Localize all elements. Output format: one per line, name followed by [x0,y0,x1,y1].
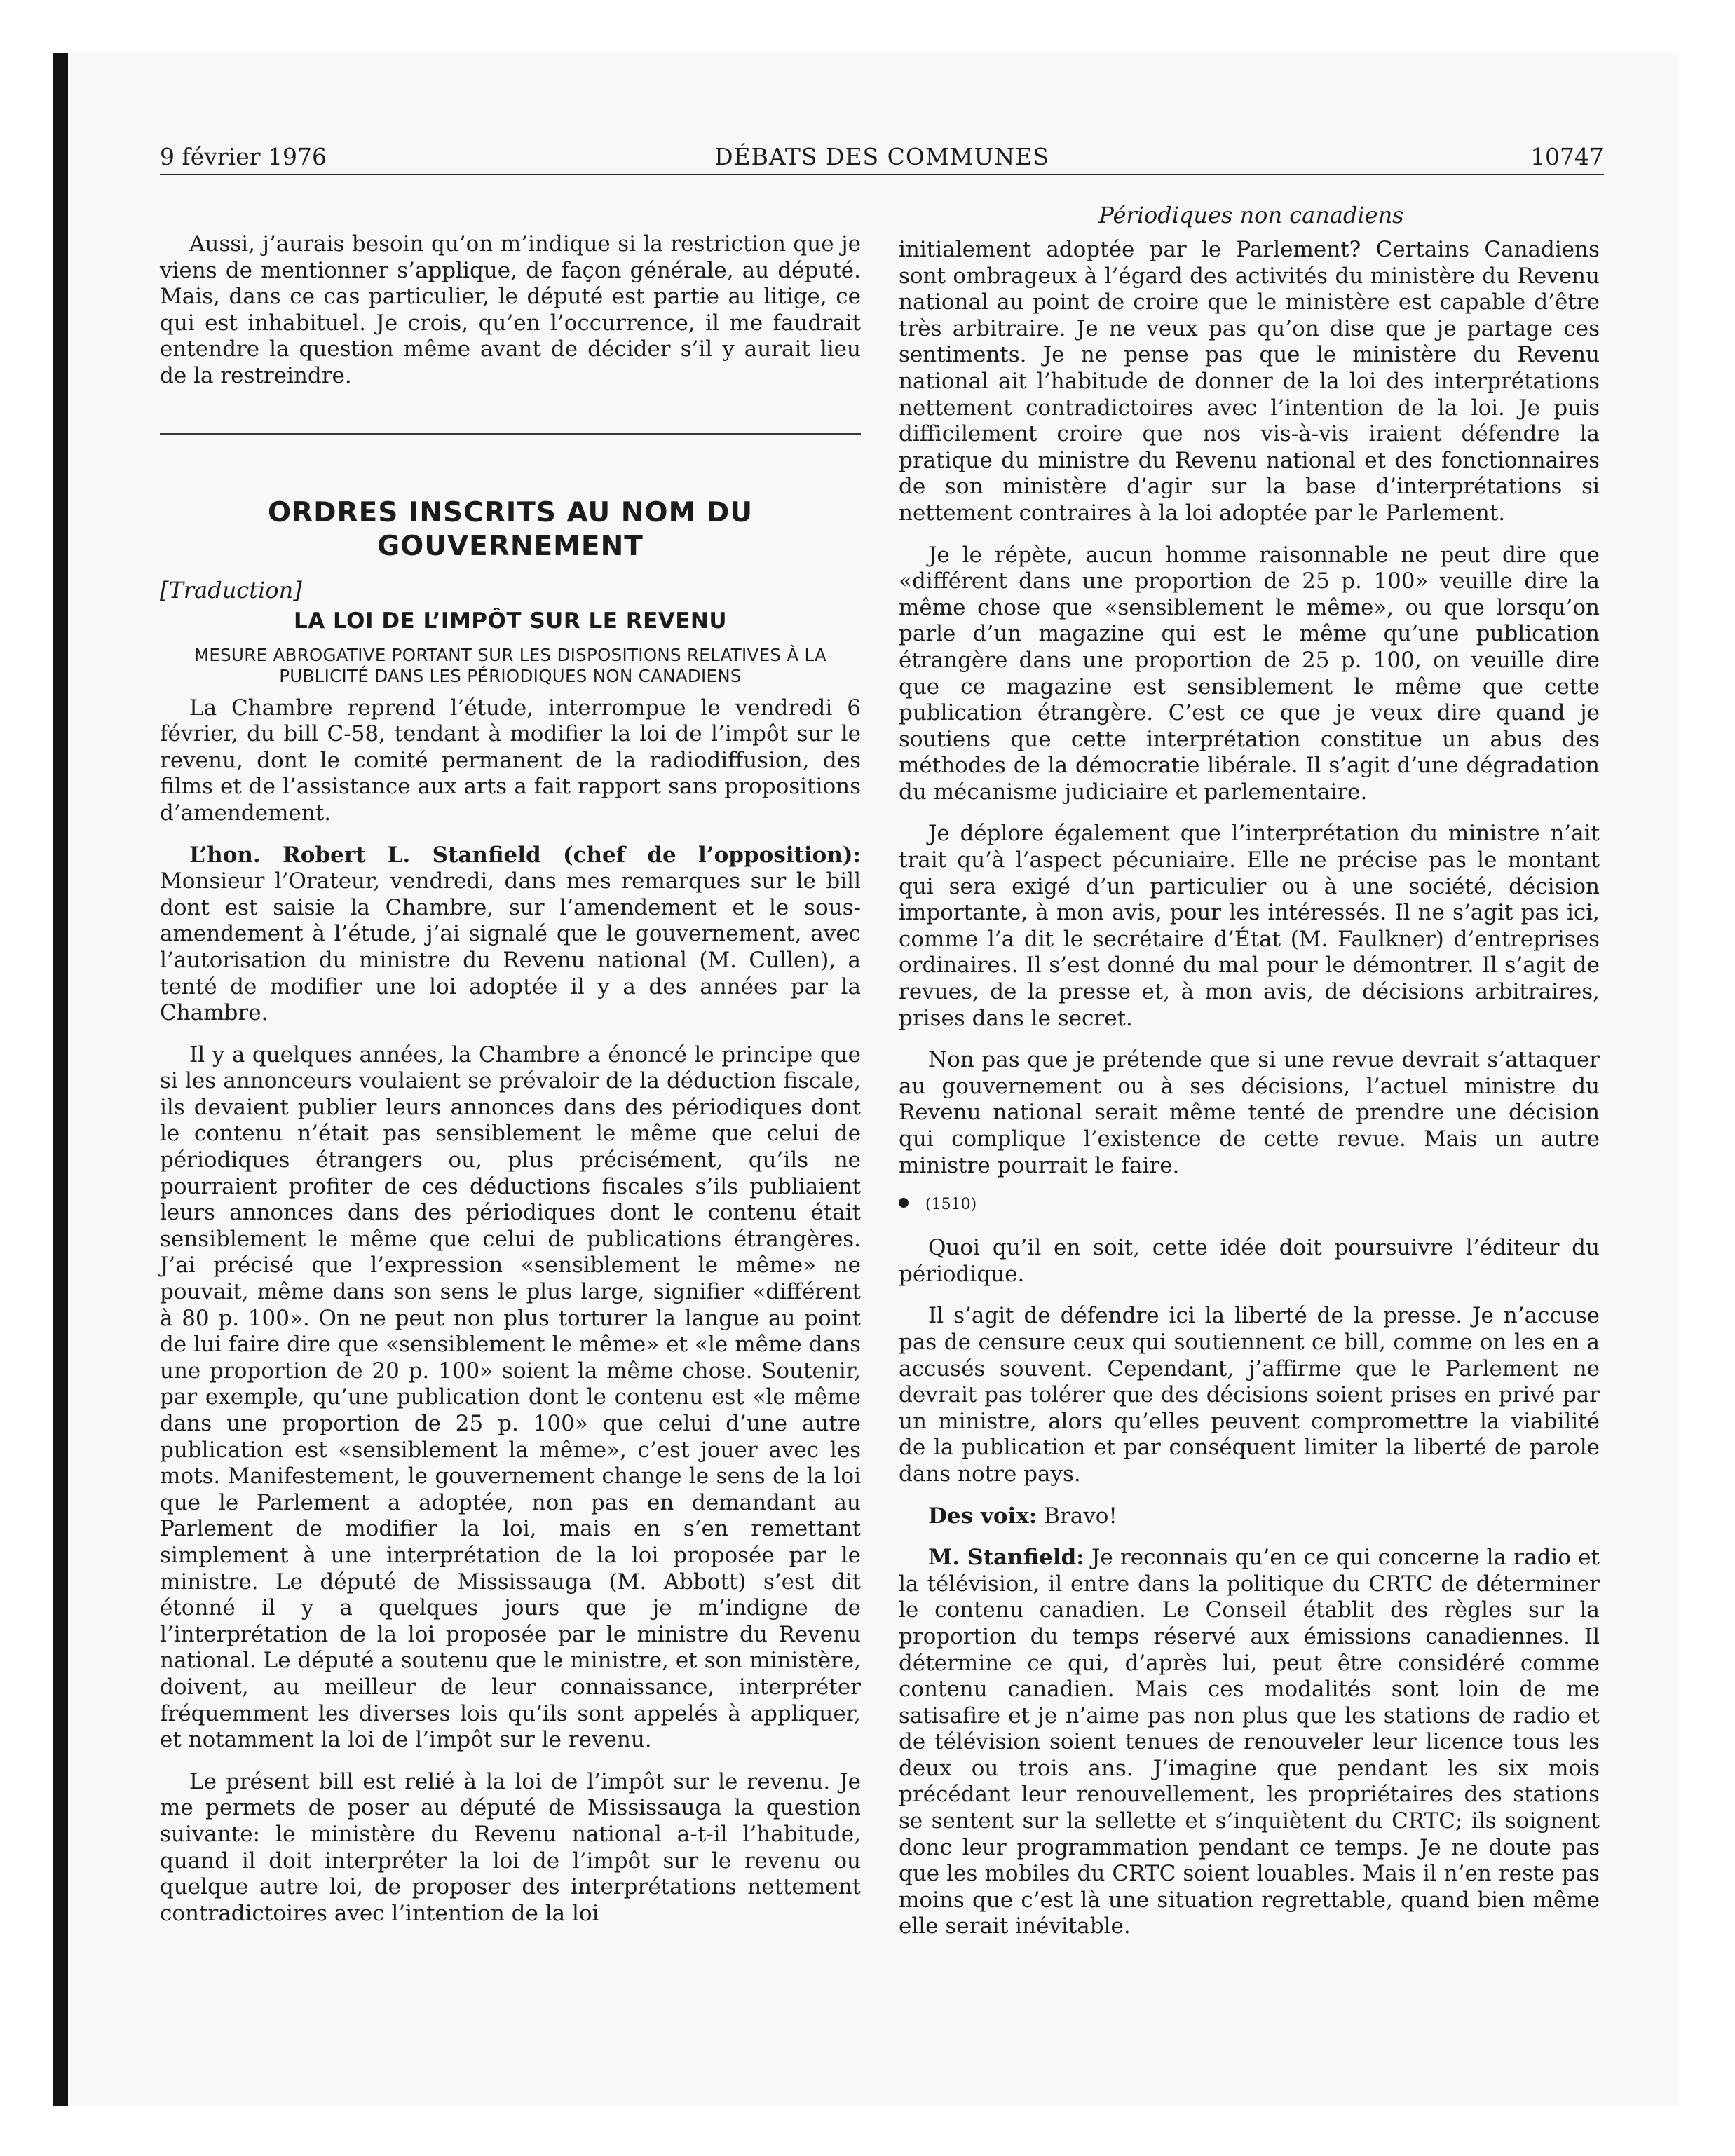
left-column [160,231,861,1927]
paragraph-quoi: Quoi qu’il en soit, cette idée doit poursuivre l’éditeur du périodique. [899,1235,1600,1287]
speaker-voices: Des voix: [928,1503,1037,1529]
section-separator [160,433,861,435]
paragraph-deplore: Je déplore également que l’interprétation du ministre n’ait trait qu’à l’aspect pécuniaire. Elle ne précise pas le montant qui sera exigé d’un particulier ou à une société, décision importante, à mon avis, pour les intéressés. Il ne s’agit pas ici, comme l’a dit le secrétaire d’État (M. Faulkner) d’entreprises ordinaires. Il s’est donné du mal pour le démontrer. Il s’agit de revues, de la presse et, à mon avis, de décisions arbitraires, prises dans le secret. [899,821,1600,1031]
paragraph-voices [899,1503,1600,1530]
scan-edge-shadow [53,53,68,2106]
paragraph-continuation: initialement adoptée par le Parlement? Certains Canadiens sont ombrageux à l’égard des activités du ministère du Revenu national au point de croire que le ministère est capable d’être très arbitraire. Je ne veux pas qu’on dise que je partage ces sentiments. Je ne pense pas que le ministère du Revenu national ait l’habitude de donner de la loi des interprétations nettement contradictoires avec l’intention de la loi. Je puis difficilement croire que nos vis-à-vis iraient défendre la pratique du ministre du Revenu national et des fonctionnaires de son ministère d’agir sur la base d’interprétations si nettement contraires à la loi adoptée par le Parlement. [899,237,1600,526]
paragraph-non-pas: Non pas que je prétende que si une revue devrait s’attaquer au gouvernement ou à ses décisions, l’actuel ministre du Revenu national serait même tenté de prendre une décision qui complique l’existence de cette revue. Mais un autre ministre pourrait le faire. [899,1047,1600,1178]
measure-title: MESURE ABROGATIVE PORTANT SUR LES DISPOSITIONS RELATIVES À LA PUBLICITÉ DANS LES PÉRIODIQUES NON CANADIENS [193,644,827,686]
paragraph-present-bill: Le présent bill est relié à la loi de l’impôt sur le revenu. Je me permets de poser au député de Mississauga la question suivante: le ministère du Revenu national a-t-il l’habitude, quand il doit interpréter la loi de l’impôt sur le revenu ou quelque autre loi, de proposer des interprétations nettement contradictoires avec l’intention de la loi [160,1768,861,1926]
paragraph-liberte: Il s’agit de défendre ici la liberté de la presse. Je n’accuse pas de censure ceux qui soutiennent ce bill, comme on les en a accusés souvent. Cependant, j’affirme que le Parlement ne devrait pas tolérer que des décisions soient prises en privé par un ministre, alors qu’elles peuvent compromettre la viabilité de la publication et par conséquent limiter la liberté de parole dans notre pays. [899,1303,1600,1487]
bullet-icon [899,1198,909,1208]
bill-title: LA LOI DE L’IMPÔT SUR LE REVENU [293,608,728,634]
paragraph-principe: Il y a quelques années, la Chambre a énoncé le principe que si les annonceurs voulaient se prévaloir de la déduction fiscale, ils devaient publier leurs annonces dans des périodiques dont le contenu n’était pas sensiblement le même que celui de périodiques étrangers ou, plus précisément, qu’ils ne pourraient profiter de ces déductions fiscales s’ils publiaient leurs annonces dans des périodiques dont le contenu était sensiblement le même que celui de publications étrangères. J’ai précisé que l’expression «sensiblement le même» ne pouvait, même dans son sens le plus large, signifier «différent à 80 p. 100». On ne peut non plus torturer la langue au point de lui faire dire que «sensiblement le même» et «le même dans une proportion de 20 p. 100» soient la même chose. Soutenir, par exemple, qu’une publication dont le contenu est «le même dans une proportion de 25 p. 100» que celui d’une autre publication est «sensiblement la même», c’est jouer avec les mots. Manifestement, le gouvernement change le sens de la loi que le Parlement a adoptée, non pas en demandant au Parlement de modifier la loi, mais en s’en remettant simplement à une interprétation de la loi proposée par le ministre. Le député de Mississauga (M. Abbott) s’est dit étonné il y a quelques jours que je m’indigne de l’interprétation de la loi proposée par le ministre du Revenu national. Le député a soutenu que le ministre, et son ministère, doivent, au meilleur de leur connaissance, interpréter fréquemment les diverses lois qu’ils sont appelés à appliquer, et notamment la loi de l’impôt sur le revenu. [160,1042,861,1753]
orders-heading: ORDRES INSCRITS AU NOM DU GOUVERNEMENT [267,496,754,562]
paragraph-repete: Je le répète, aucun homme raisonnable ne peut dire que «différent dans une proportion de 25 p. 100» veuille dire la même chose que «sensiblement le même», ou que lorsqu’on parle d’un magazine qui est le même qu’une publication étrangère dans une proportion de 25 p. 100, on veuille dire que ce magazine est sensiblement le même que cette publication étrangère. C’est ce que je veux dire quand je soutiens que cette interprétation constitue un abus des méthodes de la démocratie libérale. Il s’agit d’une dégradation du mécanisme judiciaire et parlementaire. [899,542,1600,805]
speaker-stanfield: L’hon. Robert L. Stanfield (chef de l’opposition): [189,842,861,868]
speech-mstanfield: Je reconnais qu’en ce qui concerne la radio et la télévision, il entre dans la politique du CRTC de déterminer le contenu canadien. Le Conseil établit des règles sur la proportion du temps réservé aux émissions canadiennes. Il détermine ce qui, d’après lui, peut être considéré comme contenu canadien. Mais ces modalités sont loin de me satisafire et je n’aime pas non plus que les stations de radio et de télévision soient tenues de renouveler leur licence tous les deux ou trois ans. J’imagine que pendant les six mois précédant leur renouvellement, les propriétaires des stations se sentent sur la sellette et s’inquiètent du CRTC; ils soignent donc leur programmation pendant ce temps. Je ne doute pas que les mobiles du CRTC soient louables. Mais il n’en reste pas moins que c’est là une situation regrettable, quand bien même elle serait inévitable. [899,1545,1600,1939]
timestamp-marker [899,1194,1600,1215]
header-publication: DÉBATS DES COMMUNES [714,143,1049,170]
speech-voices: Bravo! [1044,1503,1117,1529]
paragraph-intro: Aussi, j’aurais besoin qu’on m’indique si la restriction que je viens de mentionner s’applique, de façon générale, au député. Mais, dans ce cas particulier, le député est partie au litige, ce qui est inhabituel. Je crois, qu’en l’occurrence, il me faudrait entendre la question même avant de décider s’il y aurait lieu de la restreindre. [160,231,861,388]
header-rule [160,174,1604,175]
header-page-number: 10747 [1530,143,1604,170]
paragraph-stanfield [160,842,861,1027]
timestamp-text: (1510) [925,1196,977,1214]
translation-note: [Traduction] [160,576,302,603]
header-date: 9 février 1976 [160,143,327,170]
paragraph-resume: La Chambre reprend l’étude, interrompue le vendredi 6 février, du bill C-58, tendant à modifier la loi de l’impôt sur le revenu, dont le comité permanent de la radiodiffusion, des films et de l’assistance aux arts a fait rapport sans propositions d’amendement. [160,695,861,826]
speech-stanfield: Monsieur l’Orateur, vendredi, dans mes remarques sur le bill dont est saisie la Chambre, sur l’amendement et le sous-amendement à l’étude, j’ai signalé que le gouvernement, avec l’autorisation du ministre du Revenu national (M. Cullen), a tenté de modifier une loi adoptée il y a des années par la Chambre. [160,868,861,1026]
right-column [899,237,1600,1940]
running-header [160,140,1604,175]
speaker-mstanfield: M. Stanfield: [928,1545,1084,1571]
section-running-title: Périodiques non canadiens [1098,202,1404,228]
paragraph-mstanfield [899,1545,1600,1940]
